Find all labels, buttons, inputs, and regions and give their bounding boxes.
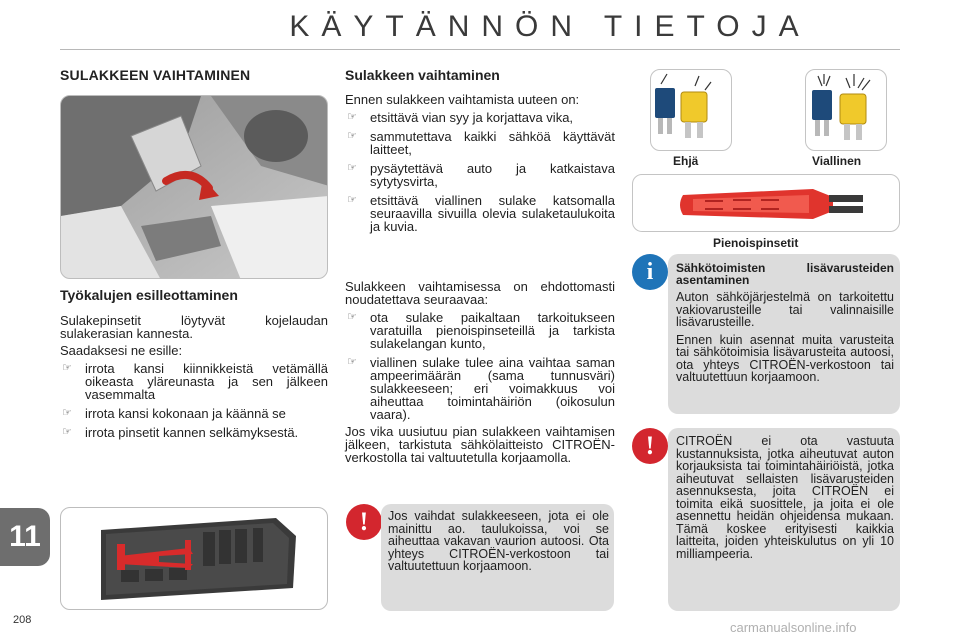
dashboard-photo bbox=[60, 95, 328, 279]
list-item: ☞ pysäytettävä auto ja katkaistava sytytysvirta, bbox=[347, 161, 615, 189]
arrow-bullet-icon: ☞ bbox=[62, 407, 72, 419]
list-item: ☞ viallinen sulake tulee aina vaihtaa saman ampeerimäärän (sama tunnusväri) sulakkeeseen; eri voimakkuus voi aiheuttaa toimintahäiriön (oikosulun vaara). bbox=[347, 355, 615, 422]
list-item: ☞ etsittävä vian syy ja korjattava vika, bbox=[347, 110, 574, 125]
arrow-bullet-icon: ☞ bbox=[62, 426, 72, 438]
list-item: ☞ etsittävä viallinen sulake katsomalla seuraavilla sivuilla olevia sulaketaulukoita ja kuvia. bbox=[347, 193, 615, 234]
list-item: ☞ irrota kansi kokonaan ja käännä se bbox=[62, 406, 286, 421]
arrow-bullet-icon: ☞ bbox=[347, 162, 357, 174]
arrow-bullet-icon: ☞ bbox=[347, 194, 357, 206]
info-paragraph-2: Ennen kuin asennat muita varusteita tai sähkötoimisia lisävarusteita autoosi, ota yhteys CITROËN-verkostoon tai valtuutettuun korjaamoon. bbox=[676, 332, 894, 384]
caption-bad: Viallinen bbox=[812, 154, 862, 168]
fuse-warning-text: Jos vaihdat sulakkeeseen, jota ei ole mainittu ao. taulukoissa, voi se aiheuttaa vakavan vaurion autoosi. Ota yhteys CITROËN-verkostoon tai valtuutettuun korjaamoon. bbox=[388, 509, 609, 573]
replace-outro: Jos vika uusiutuu pian sulakkeen vaihtamisen jälkeen, tarkistuta sähkölaitteisto CITROËN-verkostolla tai valtuutetulla korjaamolla. bbox=[345, 424, 615, 465]
tools-intro-2: Saadaksesi ne esille: bbox=[60, 343, 183, 358]
info-paragraph-1: Auton sähköjärjestelmä on tarkoitettu vakiovarusteille tai valinnaisille lisävarusteille. bbox=[676, 290, 894, 329]
page-number: 208 bbox=[13, 614, 32, 626]
tools-subheading: Työkalujen esilleottaminen bbox=[60, 287, 238, 303]
page-title: KÄYTÄNNÖN TIETOJA bbox=[289, 10, 811, 43]
arrow-bullet-icon: ☞ bbox=[347, 111, 357, 123]
caption-good: Ehjä bbox=[673, 154, 699, 168]
replace-prep-list bbox=[345, 111, 615, 233]
tools-section bbox=[60, 314, 328, 445]
exclamation-icon: ! bbox=[632, 428, 668, 464]
info-box bbox=[668, 254, 900, 414]
fuse-box-lid-image bbox=[60, 507, 328, 610]
fuse-good-image bbox=[650, 69, 732, 151]
arrow-bullet-icon: ☞ bbox=[347, 356, 357, 368]
info-icon: i bbox=[632, 254, 668, 290]
chapter-tab: 11 bbox=[0, 508, 50, 566]
tools-steps-list bbox=[60, 362, 328, 439]
exclamation-icon: ! bbox=[346, 504, 382, 540]
fuse-warning-box bbox=[381, 504, 614, 611]
info-title: Sähkötoimisten lisävarusteiden asentaminen bbox=[676, 261, 894, 287]
info-box-content bbox=[676, 262, 894, 384]
section-heading: SULAKKEEN VAIHTAMINEN bbox=[60, 67, 251, 83]
replace-intro: Ennen sulakkeen vaihtamista uuteen on: bbox=[345, 92, 580, 107]
replace-rules-intro: Sulakkeen vaihtamisessa on ehdottomasti noudatettava seuraavaa: bbox=[345, 279, 615, 307]
watermark: carmanualsonline.info bbox=[730, 620, 857, 635]
replace-rules-section bbox=[345, 280, 615, 464]
list-item: ☞ ota sulake paikaltaan tarkoitukseen varatuilla pienoispinseteillä ja tarkista sulakelangan kunto, bbox=[347, 310, 615, 351]
list-item: ☞ irrota pinsetit kannen selkämyksestä. bbox=[62, 425, 299, 440]
caption-pliers: Pienoispinsetit bbox=[713, 236, 799, 250]
title-divider bbox=[60, 49, 900, 50]
arrow-bullet-icon: ☞ bbox=[347, 311, 357, 323]
pliers-image bbox=[632, 174, 900, 232]
replace-heading: Sulakkeen vaihtaminen bbox=[345, 67, 500, 83]
list-item: ☞ sammutettava kaikki sähköä käyttävät laitteet, bbox=[347, 129, 615, 157]
replace-rules-list bbox=[345, 311, 615, 421]
liability-warning-box bbox=[668, 428, 900, 611]
replace-section bbox=[345, 93, 615, 239]
arrow-bullet-icon: ☞ bbox=[347, 130, 357, 142]
fuse-bad-image bbox=[805, 69, 887, 151]
list-item: ☞ irrota kansi kiinnikkeistä vetämällä oikeasta yläreunasta ja sen jälkeen vasemmalta bbox=[62, 361, 328, 402]
liability-warning-text: CITROËN ei ota vastuuta kustannuksista, jotka aiheutuvat auton korjauksista tai toimintahäiriöistä, jotka aiheutuvat sellaisten lisävarusteiden asennuksesta, joita CITROËN ei toimita eikä suosittele, ja joita ei ole asennettu heidän ohjeidensa mukaan. Tämä koskee erityisesti kaikkia laitteita, joiden yhteiskulutus on yli 10 milliampeeria. bbox=[676, 434, 894, 561]
tools-intro: Sulakepinsetit löytyvät kojelaudan sulakerasian kannesta. bbox=[60, 313, 328, 341]
arrow-bullet-icon: ☞ bbox=[62, 362, 72, 374]
